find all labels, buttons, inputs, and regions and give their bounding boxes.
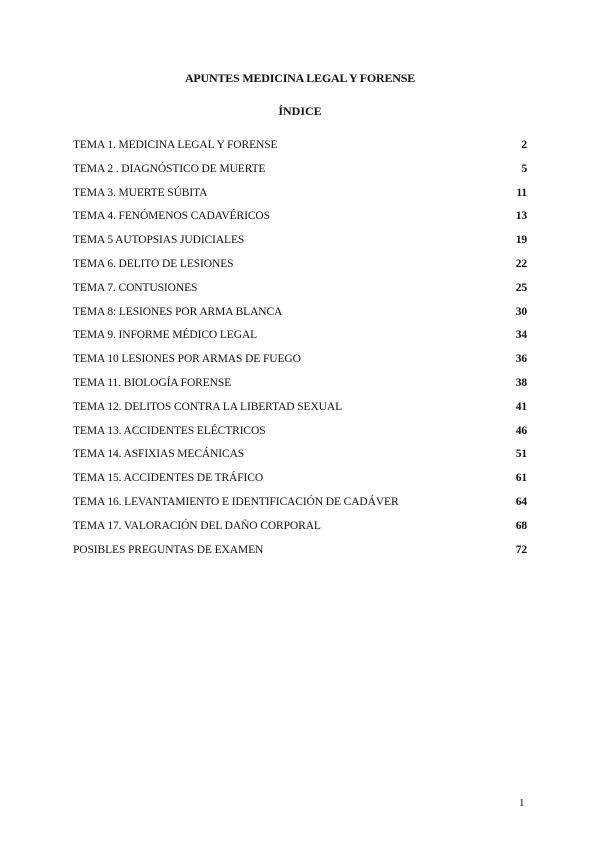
toc-entry-page: 64 — [515, 495, 527, 508]
toc-entry-label: TEMA 11. BIOLOGÍA FORENSE — [73, 376, 232, 389]
toc-entry-label: TEMA 6. DELITO DE LESIONES — [73, 257, 234, 270]
toc-entry — [73, 258, 527, 282]
toc-entry-page: 2 — [521, 139, 527, 151]
toc-entry-page: 38 — [515, 376, 527, 389]
toc-entry-label: TEMA 9. INFORME MÉDICO LEGAL — [73, 329, 258, 342]
toc-entry — [73, 377, 527, 401]
toc-entry — [73, 234, 527, 258]
toc-entry — [73, 210, 527, 234]
toc-entry-page: 25 — [515, 281, 527, 294]
toc-entry-page: 46 — [515, 424, 527, 437]
toc-entry-label: TEMA 5 AUTOPSIAS JUDICIALES — [73, 234, 245, 247]
toc-entry — [73, 353, 527, 377]
toc-entry-label: TEMA 16. LEVANTAMIENTO E IDENTIFICACIÓN DE CADÁVER — [73, 495, 399, 508]
toc-entry-label: TEMA 12. DELITOS CONTRA LA LIBERTAD SEXUAL — [73, 400, 343, 413]
toc-entry — [73, 187, 527, 211]
toc-entry-page: 5 — [521, 162, 527, 175]
toc-entry-label: TEMA 14. ASFIXIAS MECÁNICAS — [73, 448, 245, 461]
toc-entry-label: TEMA 3. MUERTE SÚBITA — [73, 186, 208, 199]
toc-entry-page: 36 — [515, 353, 527, 366]
toc-entry-label: TEMA 15. ACCIDENTES DE TRÁFICO — [73, 472, 264, 485]
toc-entry-page: 22 — [515, 257, 527, 270]
toc-entry-label: TEMA 13. ACCIDENTES ELÉCTRICOS — [73, 424, 266, 437]
toc-entry-page: 30 — [515, 305, 527, 318]
toc-entry-page: 61 — [515, 472, 527, 485]
toc-entry-label: TEMA 7. CONTUSIONES — [73, 281, 198, 294]
toc-entry — [73, 448, 527, 472]
toc-entry-page: 19 — [515, 234, 527, 247]
toc-entry-label: TEMA 2 . DIAGNÓSTICO DE MUERTE — [73, 162, 266, 175]
toc-entry — [73, 520, 527, 544]
toc-entry-label: TEMA 1. MEDICINA LEGAL Y FORENSE — [73, 139, 278, 151]
toc-entry — [73, 401, 527, 425]
toc-entry — [73, 329, 527, 353]
toc-entry-page: 51 — [515, 448, 527, 461]
toc-entry-label: TEMA 17. VALORACIÓN DEL DAÑO CORPORAL — [73, 519, 321, 532]
toc-entry — [73, 163, 527, 187]
toc-entry — [73, 306, 527, 330]
toc-entry — [73, 544, 527, 568]
toc-entry-label: TEMA 8: LESIONES POR ARMA BLANCA — [73, 305, 283, 318]
toc-entry-page: 72 — [515, 543, 527, 556]
toc-heading: ÍNDICE — [278, 104, 322, 118]
toc-entry-page: 34 — [515, 329, 527, 342]
table-of-contents — [73, 139, 527, 567]
toc-entry — [73, 496, 527, 520]
toc-entry — [73, 425, 527, 449]
document-title: APUNTES MEDICINA LEGAL Y FORENSE — [184, 71, 416, 85]
toc-entry-label: POSIBLES PREGUNTAS DE EXAMEN — [73, 543, 264, 556]
toc-entry-label: TEMA 4. FENÓMENOS CADAVÉRICOS — [73, 210, 270, 223]
toc-entry-label: TEMA 10 LESIONES POR ARMAS DE FUEGO — [73, 353, 301, 366]
toc-entry-page: 11 — [516, 186, 527, 199]
toc-entry-page: 68 — [515, 519, 527, 532]
toc-entry-page: 13 — [515, 210, 527, 223]
toc-entry — [73, 139, 527, 163]
toc-entry-page: 41 — [515, 400, 527, 413]
toc-entry — [73, 282, 527, 306]
toc-entry — [73, 472, 527, 496]
page-number: 1 — [519, 797, 525, 809]
